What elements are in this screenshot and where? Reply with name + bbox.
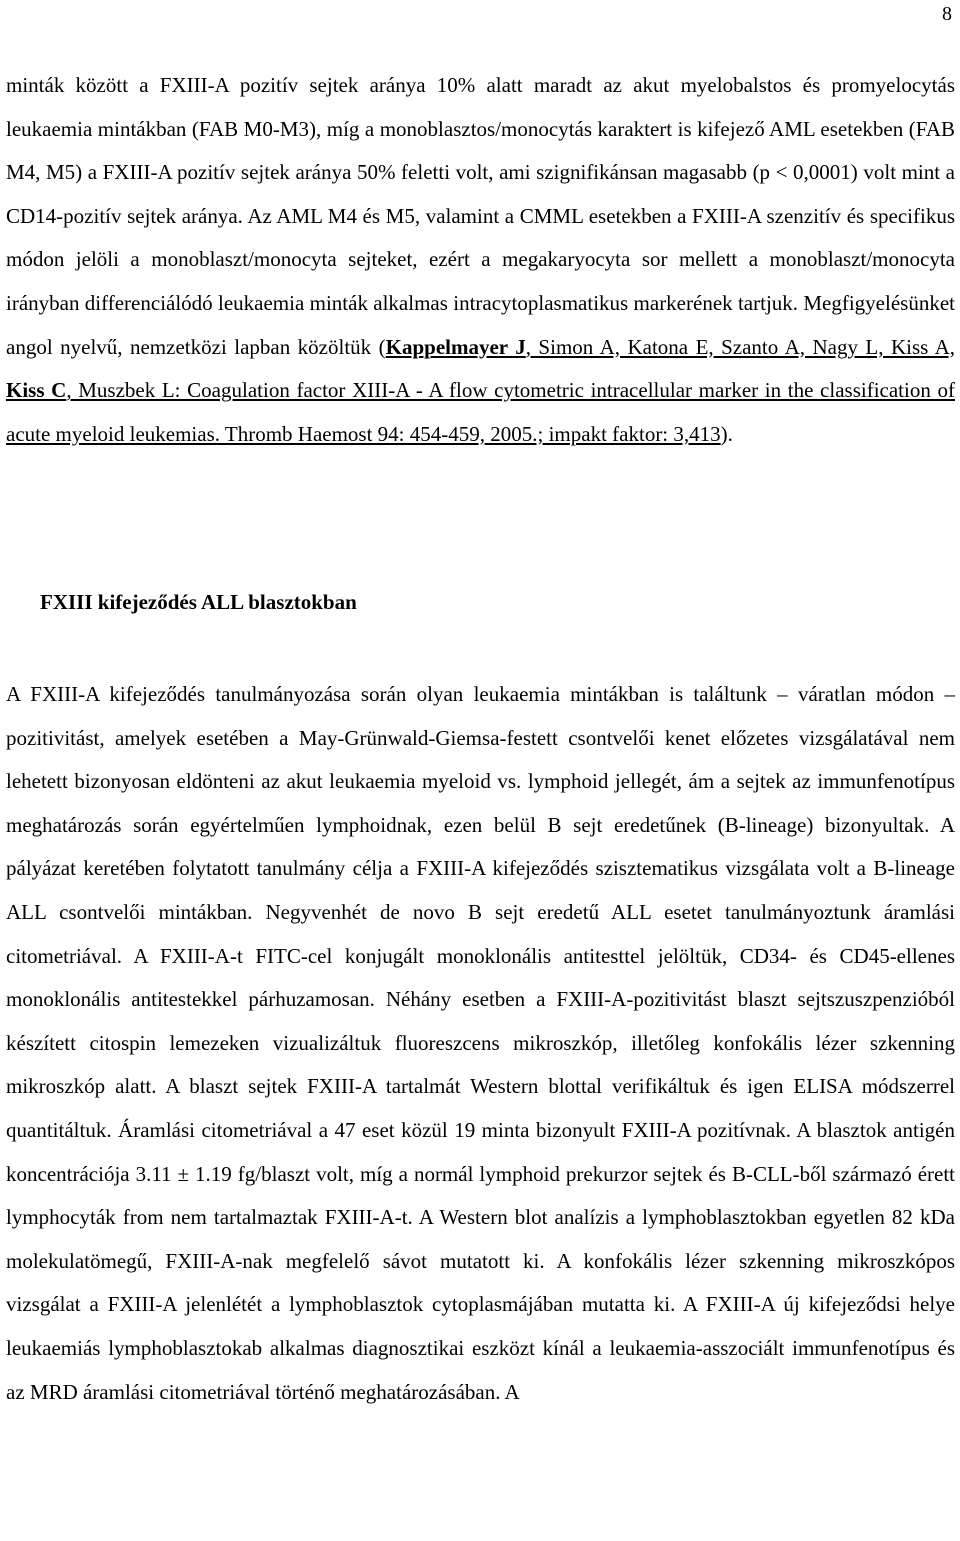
citation-reference: , Muszbek L: Coagulation factor XIII-A - A flow cytometric intracellular marker in the classification of acute myeloid leukemias. Thromb Haemost 94: 454-459, 2005.; impakt faktor: 3,413: [6, 378, 955, 446]
paragraph-all-blasts: A FXIII-A kifejeződés tanulmányozása során olyan leukaemia mintákban is találtunk – váratlan módon – pozitivitást, amelyek esetében a May-Grünwald-Giemsa-festett csontvelői kenet előzetes vizsgálatával nem lehetett bizonyosan eldönteni az akut leukaemia myeloid vs. lymphoid jellegét, ám a sejtek az immunfenotípus meghatározás során egyértelműen lymphoidnak, ezen belül B sejt eredetűnek (B-lineage) bizonyultak. A pályázat keretében folytatott tanulmány célja a FXIII-A kifejeződés szisztematikus vizsgálata volt a B-lineage ALL csontvelői mintákban. Negyvenhét de novo B sejt eredetű ALL esetet tanulmányoztunk áramlási citometriával. A FXIII-A-t FITC-cel konjugált monoklonális antitesttel jelöltük, CD34- és CD45-ellenes monoklonális antitestekkel párhuzamosan. Néhány esetben a FXIII-A-pozitivitást blaszt sejtszuszpenzióból készített citospin lemezeken vizualizáltuk fluoreszcens mikroszkóp, illetőleg konfokális lézer szkenning mikroszkóp alatt. A blaszt sejtek FXIII-A tartalmát Western blottal verifikáltuk és igen ELISA módszerrel quantitáltuk. Áramlási citometriával a 47 eset közül 19 minta bizonyult FXIII-A pozitívnak. A blasztok antigén koncentrációja 3.11 ± 1.19 fg/blaszt volt, míg a normál lymphoid prekurzor sejtek és B-CLL-ből származó érett lymphocyták from nem tartalmaztak FXIII-A-t. A Western blot analízis a lymphoblasztokban egyetlen 82 kDa molekulatömegű, FXIII-A-nak megfelelő sávot mutatott ki. A konfokális lézer szkenning mikroszkópos vizsgálat a FXIII-A jelenlétét a lymphoblasztok cytoplasmájában mutatta ki. A FXIII-A új kifejeződsi helye leukaemiás lymphoblasztokab alkalmas diagnosztikai eszközt kínál a leukaemia-asszociált immunfenotípus és az MRD áramlási citometriával történő meghatározásában. A: [6, 682, 955, 1404]
citation-author-kiss: Kiss C: [6, 378, 67, 403]
paragraph-aml-markers: [6, 64, 955, 456]
section-heading: FXIII kifejeződés ALL blasztokban: [40, 590, 357, 614]
page-number: 8: [942, 3, 952, 25]
citation-author-kappelmayer: Kappelmayer J: [385, 334, 526, 359]
citation-authors: , Simon A, Katona E, Szanto A, Nagy L, Kiss A,: [525, 334, 956, 359]
paragraph-aml-closing: ).: [720, 421, 733, 446]
paragraph-aml-text: minták között a FXIII-A pozitív sejtek aránya 10% alatt maradt az akut myelobalstos és promyelocytás leukaemia mintákban (FAB M0-M3), míg a monoblasztos/monocytás karaktert is kifejező AML esetekben (FAB M4, M5) a FXIII-A pozitív sejtek aránya 50% feletti volt, ami szignifikánsan magasabb (p < 0,0001) volt mint a CD14-pozitív sejtek aránya. Az AML M4 és M5, valamint a CMML esetekben a FXIII-A szenzitív és specifikus módon jelöli a monoblaszt/monocyta sejteket, ezért a megakaryocyta sor mellett a monoblaszt/monocyta irányban differenciálódó leukaemia minták alkalmas intracytoplasmatikus markerének tartjuk. Megfigyelésünket angol nyelvű, nemzetközi lapban közöltük (: [6, 73, 955, 359]
